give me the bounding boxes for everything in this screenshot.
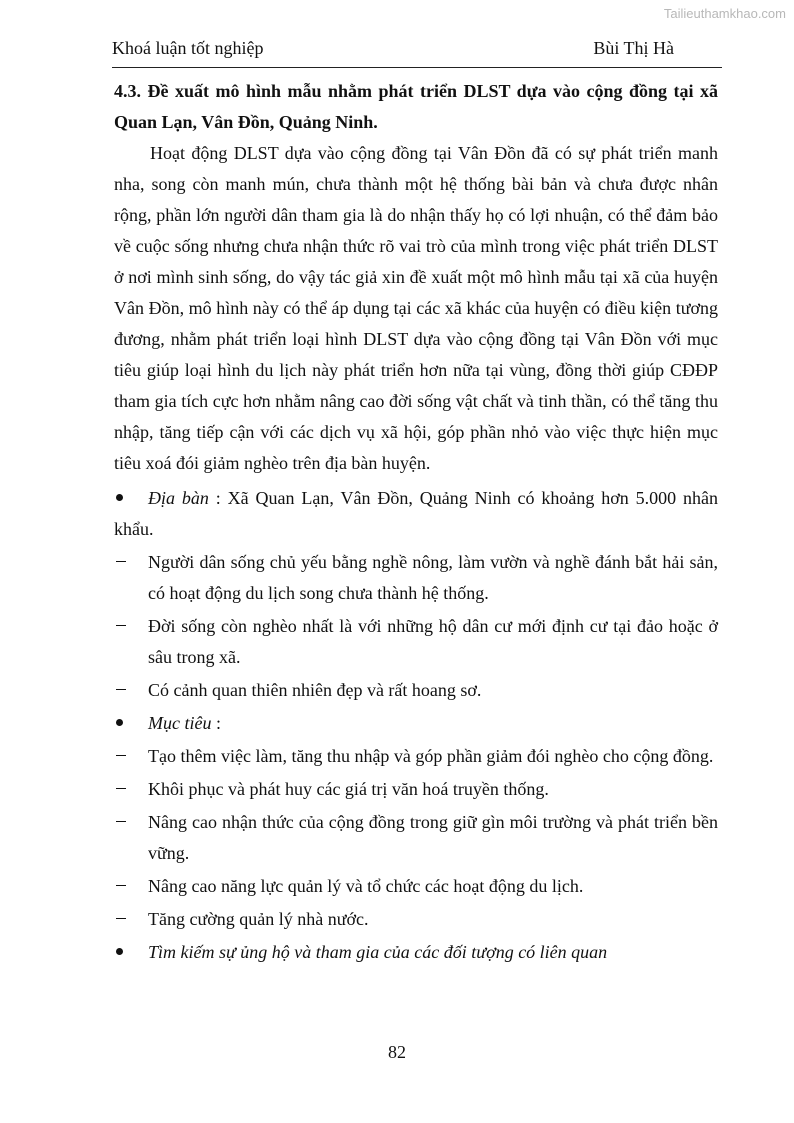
muc-tieu-label: Mục tiêu — [148, 713, 212, 733]
dash-icon — [114, 774, 148, 805]
dash-icon — [114, 807, 148, 869]
page-header — [112, 38, 720, 59]
list-item — [114, 904, 718, 935]
bullet-icon — [114, 483, 148, 514]
list-item-text: Tạo thêm việc làm, tăng thu nhập và góp phần giảm đói nghèo cho cộng đồng. — [148, 746, 714, 766]
dash-icon — [114, 904, 148, 935]
list-item — [114, 547, 718, 609]
bullet-icon — [114, 937, 148, 968]
list-item — [114, 675, 718, 706]
page-number: 82 — [388, 1042, 406, 1062]
list-item-text: Nâng cao nhận thức của cộng đồng trong giữ gìn môi trường và phát triển bền vững. — [148, 812, 718, 863]
list-item-text: Có cảnh quan thiên nhiên đẹp và rất hoang sơ. — [148, 680, 482, 700]
header-title: Khoá luận tốt nghiệp — [112, 38, 264, 58]
header-rule — [112, 67, 722, 68]
intro-paragraph: Hoạt động DLST dựa vào cộng đồng tại Vân Đồn đã có sự phát triển manh nha, song còn manh mún, chưa thành một hệ thống bài bản và chưa được nhân rộng, phần lớn người dân tham gia là do nhận thấy họ có lợi nhuận, có thể đảm bảo về cuộc sống nhưng chưa nhận thức rõ vai trò của mình trong việc phát triển DLST ở nơi mình sinh sống, do vậy tác giả xin đề xuất một mô hình mẫu tại xã của huyện Vân Đồn, mô hình này có thể áp dụng tại các xã khác của huyện có điều kiện tương đương, nhằm phát triển loại hình DLST dựa vào cộng đồng tại Vân Đồn với mục tiêu giúp loại hình du lịch này phát triển hơn nữa tại vùng, đồng thời giúp CĐĐP tham gia tích cực hơn nhằm nâng cao đời sống vật chất và tinh thần, có thể tăng thu nhập, tăng tiếp cận với các dịch vụ xã hội, góp phần nhỏ vào việc thực hiện mục tiêu xoá đói giảm nghèo trên địa bàn huyện. — [114, 143, 718, 473]
document-body — [114, 76, 718, 968]
dash-icon — [114, 611, 148, 673]
list-item — [114, 871, 718, 902]
list-item-text: Tăng cường quản lý nhà nước. — [148, 909, 369, 929]
list-item-text: Khôi phục và phát huy các giá trị văn hoá truyền thống. — [148, 779, 549, 799]
tim-kiem-text: Tìm kiếm sự ủng hộ và tham gia của các đối tượng có liên quan — [148, 942, 608, 962]
section-heading: 4.3. Đề xuất mô hình mẫu nhằm phát triển DLST dựa vào cộng đồng tại xã Quan Lạn, Vân Đồn, Quảng Ninh. — [114, 81, 718, 132]
bullet-icon — [114, 708, 148, 739]
list-item — [114, 807, 718, 869]
header-author: Bùi Thị Hà — [593, 38, 674, 58]
bullet-dia-ban — [114, 483, 718, 545]
dash-icon — [114, 547, 148, 609]
list-item — [114, 741, 718, 772]
list-item-text: Nâng cao năng lực quản lý và tổ chức các hoạt động du lịch. — [148, 876, 584, 896]
dia-ban-text: : Xã Quan Lạn, Vân Đồn, Quảng Ninh có khoảng hơn 5.000 nhân khẩu. — [114, 488, 718, 539]
bullet-muc-tieu — [114, 708, 718, 739]
dash-icon — [114, 871, 148, 902]
dash-icon — [114, 741, 148, 772]
list-item — [114, 774, 718, 805]
bullet-tim-kiem — [114, 937, 718, 968]
muc-tieu-text: : — [211, 713, 221, 733]
watermark: Tailieuthamkhao.com — [663, 6, 786, 21]
list-item-text: Người dân sống chủ yếu bằng nghề nông, làm vườn và nghề đánh bắt hải sản, có hoạt động du lịch song chưa thành hệ thống. — [148, 552, 718, 603]
dia-ban-label: Địa bàn — [148, 488, 209, 508]
list-item — [114, 611, 718, 673]
list-item-text: Đời sống còn nghèo nhất là với những hộ dân cư mới định cư tại đảo hoặc ở sâu trong xã. — [148, 616, 718, 667]
dash-icon — [114, 675, 148, 706]
